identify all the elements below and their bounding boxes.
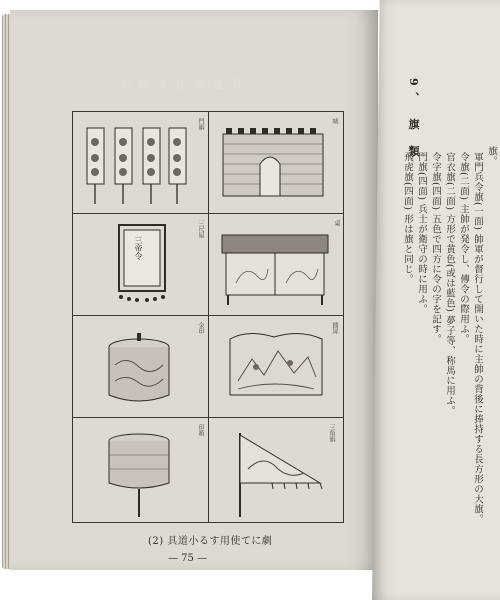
cell-label: 三尺屋 bbox=[197, 220, 204, 238]
cell-label: 門旗 bbox=[197, 118, 204, 130]
text-column: 旗。 bbox=[485, 146, 497, 166]
banners-illustration bbox=[73, 112, 208, 214]
faint-stamp: 小 民 文 化 具 道 具 bbox=[120, 78, 244, 91]
sign-text: 三帝令 bbox=[134, 236, 143, 260]
table-illustration bbox=[208, 213, 343, 315]
page-number: — 75 — bbox=[168, 553, 208, 564]
text-column: 官衣旗(二面) 方形で黄色(或は藍色) 夢子等、称馬に用ふ。 bbox=[443, 152, 455, 416]
cell-label: 印箱 bbox=[197, 424, 204, 436]
text-column: 門旗(四面) 兵士が衛守の時に用ふ。 bbox=[415, 152, 427, 314]
cell-label: 插屏 bbox=[331, 322, 338, 334]
cell-label: 桌 bbox=[333, 220, 340, 226]
triangle-flag-illustration bbox=[208, 417, 343, 519]
screen-illustration bbox=[208, 315, 343, 417]
text-column: 飛虎旗(四面) 形は旗と同じ。 bbox=[401, 152, 413, 284]
sign-illustration bbox=[73, 213, 208, 315]
illustration-plate bbox=[72, 111, 344, 523]
cell-label: 三角旗 bbox=[328, 424, 335, 442]
cell-label: 金印 bbox=[197, 322, 204, 334]
seal-box-illustration bbox=[73, 315, 208, 417]
plate-caption: (2) 具道小るす用使てに劇 bbox=[148, 536, 273, 547]
text-column: 令旗(二面) 主帥が発令し、傳令の際用ふ。 bbox=[457, 152, 469, 344]
text-column: 軍門兵令旗(一面) 帥軍が督行して開いた時に主帥の背後に捧持する長方形の大旗。 bbox=[471, 152, 483, 524]
wall-illustration bbox=[208, 112, 343, 214]
drum-box-illustration bbox=[73, 417, 208, 519]
text-column: 令字旗(四面) 五色で四方に令の字を記す。 bbox=[429, 152, 441, 344]
cell-label: 城 bbox=[331, 118, 338, 124]
section-heading: 9、 旗 類 bbox=[407, 78, 420, 163]
